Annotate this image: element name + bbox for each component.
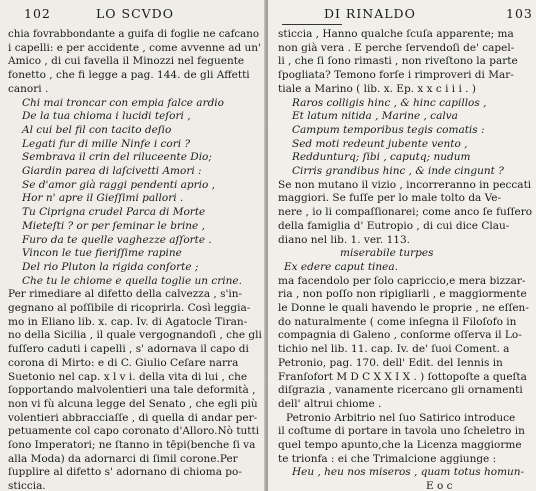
- right-page-header: [268, 6, 536, 22]
- text-line: E o c: [426, 480, 453, 491]
- left-page: [0, 0, 266, 491]
- text-line: Franſofort M D C X X I X . ) ſottopoſte a queſta: [278, 370, 527, 383]
- verse-line: Tu Ciprigna crudel Parca di Morte: [22, 206, 206, 219]
- text-line: Per rimediare al difetto della calvezza , s'in-: [8, 288, 243, 301]
- verse-line: Et latum nitida , Marine , calva: [292, 110, 458, 123]
- left-page-header: [0, 6, 266, 22]
- running-head: LO SCVDO: [96, 6, 174, 21]
- verse-line: Del rio Pluton la rigida conſorte ;: [22, 260, 199, 273]
- text-line: petuamente col capo coronato d'Alloro.Nò tutti: [8, 425, 260, 438]
- text-line: diano nel lib. 1. ver. 113.: [278, 233, 410, 246]
- text-line: tichio nel lib. 11. cap. Iv. de' ſuoi Coment. a: [278, 343, 510, 356]
- verse-line: Raros colligis hinc , & hinc capillos ,: [292, 96, 487, 109]
- text-line: alla Moda) da adornarci di ſimil corone.Per: [8, 452, 238, 465]
- verse-line: Furo da te quelle vaghezze aſſorte .: [22, 233, 212, 246]
- verse-line: Campum temporibus tegis comatis :: [292, 123, 485, 136]
- text-line: mo in Eliano lib. x. cap. Iv. di Agatocle Tiran-: [8, 315, 248, 328]
- text-line: le Donne le quali havendo le proprie , ne eſſen-: [278, 302, 529, 314]
- text-line: ſono Imperatori; ne ſtanno in tēpi(benche ſi va: [8, 439, 256, 451]
- text-line: il coſtume di portare in tavola uno ſcheletro in: [278, 425, 525, 438]
- text-line: ma facendolo per ſolo capriccio,e mera bizzar-: [278, 274, 526, 287]
- verse-line: Hor n' apre il Gieſſimi pallori .: [22, 192, 184, 205]
- text-line: fuſſero caduti i capelli , s' adornava il capo di: [8, 343, 249, 356]
- verse-line: Cirris grandibus hinc , & inde cingunt ?: [292, 165, 504, 177]
- verse-line: De la tua chioma i lucidi teſori ,: [22, 110, 191, 123]
- text-line: sticcia , Hanno qualche ſcuſa apparente; ma: [278, 28, 514, 40]
- text-line: sticcia.: [8, 480, 46, 491]
- text-line: tiale a Marino ( lib. x. Ep. x x c i i i . ): [278, 82, 476, 95]
- verse-line: Chi mai troncar con empia falce ardio: [22, 96, 224, 109]
- text-line: compagnia di Galeno , conſorme oſſerva il Lo-: [278, 329, 522, 342]
- text-line: ſupplire al difetto s' adornano di chioma po-: [8, 466, 242, 479]
- verse-line: Sed moti redeunt jubente vento ,: [292, 137, 468, 150]
- verse-line: Vincon le tue fieriſſime rapine: [22, 247, 182, 260]
- text-line: i capelli: e per accidente , come avvenne ad un': [8, 41, 261, 54]
- text-line: Se non mutano il vizio , incorreranno in peccati: [278, 178, 532, 191]
- verse-line: Heu , heu nos miseros , quam totus homun-: [292, 466, 525, 479]
- right-page: [268, 0, 536, 491]
- text-line: quel tempo apunto,che la Licenza maggiorme: [278, 439, 522, 451]
- text-line: fonetto , che fi legge a pag. 144. de gli Affetti: [8, 69, 250, 82]
- verse-line: Ex edere caput tinea.: [284, 260, 398, 273]
- verse-line: Sembrava il crin del riluceente Dio;: [22, 151, 212, 164]
- header-rule: [282, 24, 342, 25]
- text-line: Petronio, pag. 170. dell' Edit. del Iennis in: [278, 356, 503, 369]
- text-line: Petronio Arbitrio nel ſuo Satirico introduce: [286, 411, 516, 424]
- text-line: corona di Mirto: e di C. Giulio Ceſare narra: [8, 356, 239, 369]
- text-line: gegnano al poſſibile di ricoprirla. Così leggia-: [8, 302, 251, 314]
- verse-line: miserabile turpes: [340, 247, 434, 260]
- text-line: do naturalmente ( come inſegna il Filoſofo in: [278, 315, 517, 328]
- verse-line: Legati fur di mille Ninfe i cori ?: [22, 137, 191, 150]
- verse-line: Giardin parea di laſcivetti Amori :: [22, 165, 202, 177]
- verse-line: Al cui bel fil con tacito deſio: [22, 123, 172, 136]
- text-line: ſpogliata? Temono forſe i rimproveri di Mar-: [278, 69, 514, 82]
- text-line: ſopportando malvolentieri una tale deformità ,: [8, 384, 256, 397]
- text-line: diſgrazia , vanamente ricercano gli ornamenti: [278, 384, 523, 397]
- verse-line: Se d'amor già raggi pendenti aprio ,: [22, 178, 216, 191]
- page-number: 103: [506, 6, 533, 21]
- text-line: dell' altrui chiome .: [278, 397, 382, 410]
- text-line: nere , io li compaſſionarei; come anco ſe fuſſero: [278, 206, 533, 219]
- text-line: no della Sicilia , il quale vergognandoſi , che gli: [8, 329, 262, 342]
- text-line: ria , non poſſo non ripigliarli , e maggiormente: [278, 288, 527, 301]
- page-number: 102: [24, 6, 51, 21]
- text-line: volentieri abbracciaſſe , di quella di andar per-: [8, 411, 258, 424]
- text-line: chia fovrabbondante a guifa di foglie ne cafcano: [8, 28, 260, 40]
- text-line: non vi fù alcuna legge del Senato , che egli più: [8, 397, 258, 410]
- verse-line: Mieteſti ? or per ſeminar le brine ,: [22, 219, 205, 232]
- text-line: maggiori. Se fuſſe per lo male tolto da Ve-: [278, 192, 502, 205]
- text-line: li , che ſi ſono rimasti , non riveſtono la parte: [278, 55, 518, 68]
- verse-line: Che tu le chiome e quella toglie un crine.: [22, 274, 242, 287]
- text-line: non già vera . E perche ſervendoſi de' capel-: [278, 41, 515, 54]
- text-line: te trionfa : ei che Trimalcione aggiunge :: [278, 452, 497, 465]
- text-line: Amico , di cui favella il Minozzi nel feguente: [8, 55, 245, 68]
- text-line: della famiglia d' Eutropio , di cui dice Clau-: [278, 219, 510, 232]
- text-line: Suetonio nel cap. x l v i. della vita di lui , che: [8, 370, 248, 383]
- text-line: canori .: [8, 82, 49, 95]
- verse-line: Reddunturq; ſibi , caputq; nudum: [292, 151, 471, 164]
- running-head: DI RINALDO: [324, 6, 416, 21]
